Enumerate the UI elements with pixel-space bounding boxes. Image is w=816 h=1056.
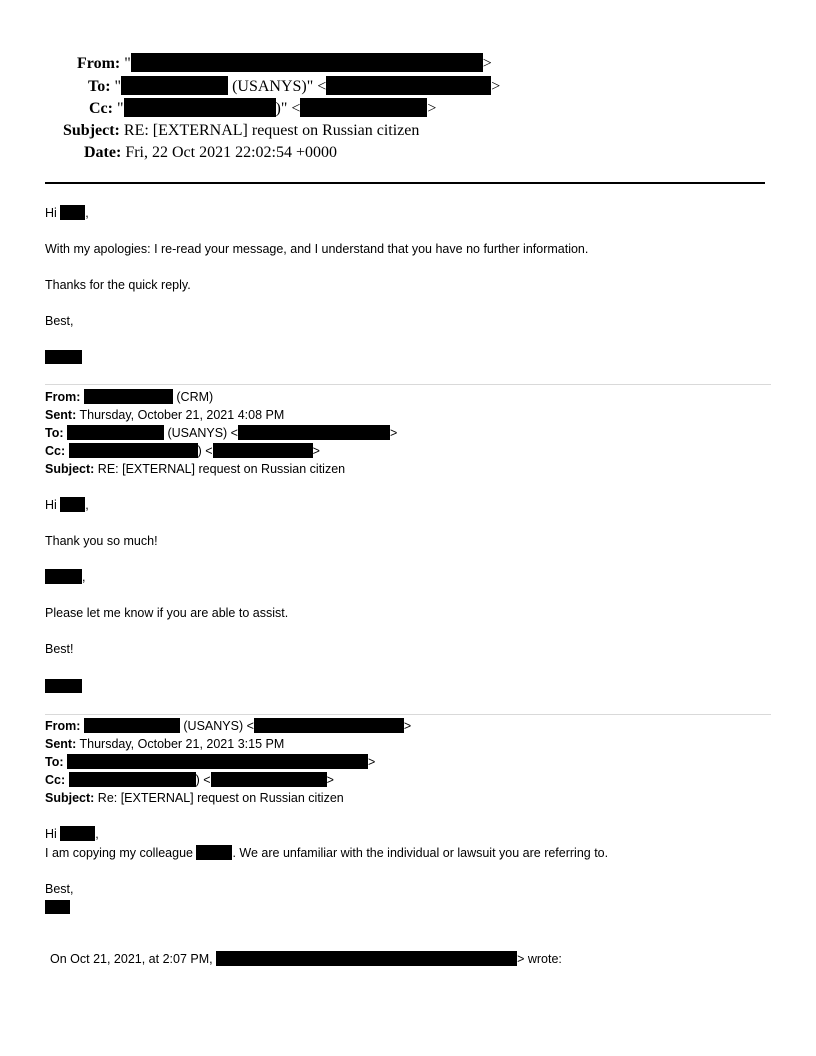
body-line-3: Best, [45,314,74,328]
header-date [84,143,337,163]
cc-label: Cc: [45,773,66,787]
subject-label: Subject: [45,462,95,476]
date-label: Date: [84,144,122,161]
header-cc [89,98,436,119]
redaction-block [300,98,427,117]
quoted2-line-2: Best, [45,882,74,896]
header-from [77,53,492,74]
quoted1-greeting [45,497,89,513]
quoted2-greeting [45,826,99,842]
to-prefix: " [114,78,122,95]
cc-suffix: > [312,444,320,458]
name-comma: , [82,570,86,584]
from-label: From: [77,55,121,72]
quoted1-line-2: Please let me know if you are able to assist. [45,606,289,620]
redaction-block [211,772,327,787]
redaction-block [254,718,404,733]
to-label: To: [45,755,64,769]
quote-separator-1 [45,384,771,385]
from-prefix: " [124,55,131,72]
greeting-text: Hi [45,206,57,220]
line1-prefix: I am copying my colleague [45,846,197,860]
redaction-block [69,443,198,458]
subject-label: Subject: [45,791,95,805]
to-suffix: > [389,426,398,440]
redaction-block [67,425,164,440]
to-suffix: > [368,755,376,769]
redaction-block [84,718,180,733]
redaction-block [238,425,390,440]
subject-value: RE: [EXTERNAL] request on Russian citizen [123,122,420,139]
sent-label: Sent: [45,408,77,422]
from-suffix: > [482,55,492,72]
header-divider [45,182,765,184]
redaction-block [121,76,228,95]
signature-redaction [45,900,70,914]
header-to [88,76,500,97]
redaction-block [213,443,313,458]
greeting-comma: , [85,498,89,512]
redaction-block [131,53,483,72]
cc-label: Cc: [45,444,66,458]
greeting-comma: , [95,827,99,841]
signature-redaction [45,679,82,693]
redaction-block [196,845,232,860]
from-label: From: [45,719,81,733]
on-suffix: > wrote: [517,952,562,966]
cc-mid: ) < [195,773,211,787]
to-mid: (USANYS)" < [228,78,327,95]
from-suffix: > [403,719,412,733]
quoted1-sent [45,407,284,423]
signature-redaction [45,350,82,364]
body-line-2: Thanks for the quick reply. [45,278,191,292]
date-value: Fri, 22 Oct 2021 22:02:54 +0000 [125,144,337,161]
quoted2-sent [45,736,284,752]
quoted2-subject [45,790,344,806]
to-label: To: [88,78,111,95]
sent-value: Thursday, October 21, 2021 3:15 PM [76,737,285,751]
subject-value: Re: [EXTERNAL] request on Russian citizen [94,791,344,805]
quoted2-line-1 [45,845,608,861]
sent-value: Thursday, October 21, 2021 4:08 PM [76,408,285,422]
greeting-text: Hi [45,827,57,841]
from-label: From: [45,390,81,404]
redaction-block [216,951,517,966]
greeting-text: Hi [45,498,57,512]
quoted1-cc [45,443,320,459]
to-label: To: [45,426,64,440]
redaction-block [124,98,276,117]
redaction-block [45,569,82,584]
body-greeting [45,205,89,221]
redaction-block [60,205,85,220]
footer-attribution [50,951,562,967]
quote-separator-2 [45,714,771,715]
cc-suffix: > [427,100,437,117]
cc-mid: ) < [197,444,213,458]
quoted2-from [45,718,411,734]
subject-value: RE: [EXTERNAL] request on Russian citizen [94,462,346,476]
quoted1-line-3: Best! [45,642,74,656]
quoted1-line-1: Thank you so much! [45,534,158,548]
redaction-block [326,76,491,95]
quoted1-from [45,389,213,405]
redaction-block [60,497,85,512]
quoted1-name-line [45,569,85,585]
cc-label: Cc: [89,100,113,117]
cc-suffix: > [326,773,334,787]
line1-suffix: . We are unfamiliar with the individual or lawsuit you are referring to. [232,846,609,860]
quoted2-to [45,754,375,770]
body-line-1: With my apologies: I re-read your message, and I understand that you have no further information. [45,242,589,256]
to-suffix: > [491,78,501,95]
subject-label: Subject: [63,122,120,139]
redaction-block [69,772,196,787]
cc-prefix: " [116,100,124,117]
quoted2-cc [45,772,334,788]
greeting-comma: , [85,206,89,220]
from-suffix: (CRM) [172,390,214,404]
cc-mid: )" < [275,100,301,117]
quoted1-to [45,425,397,441]
quoted1-subject [45,461,345,477]
on-prefix: On Oct 21, 2021, at 2:07 PM, [50,952,217,966]
header-subject [63,121,419,141]
redaction-block [60,826,95,841]
redaction-block [67,754,368,769]
sent-label: Sent: [45,737,77,751]
redaction-block [84,389,173,404]
from-mid: (USANYS) < [179,719,254,733]
to-mid: (USANYS) < [164,426,238,440]
